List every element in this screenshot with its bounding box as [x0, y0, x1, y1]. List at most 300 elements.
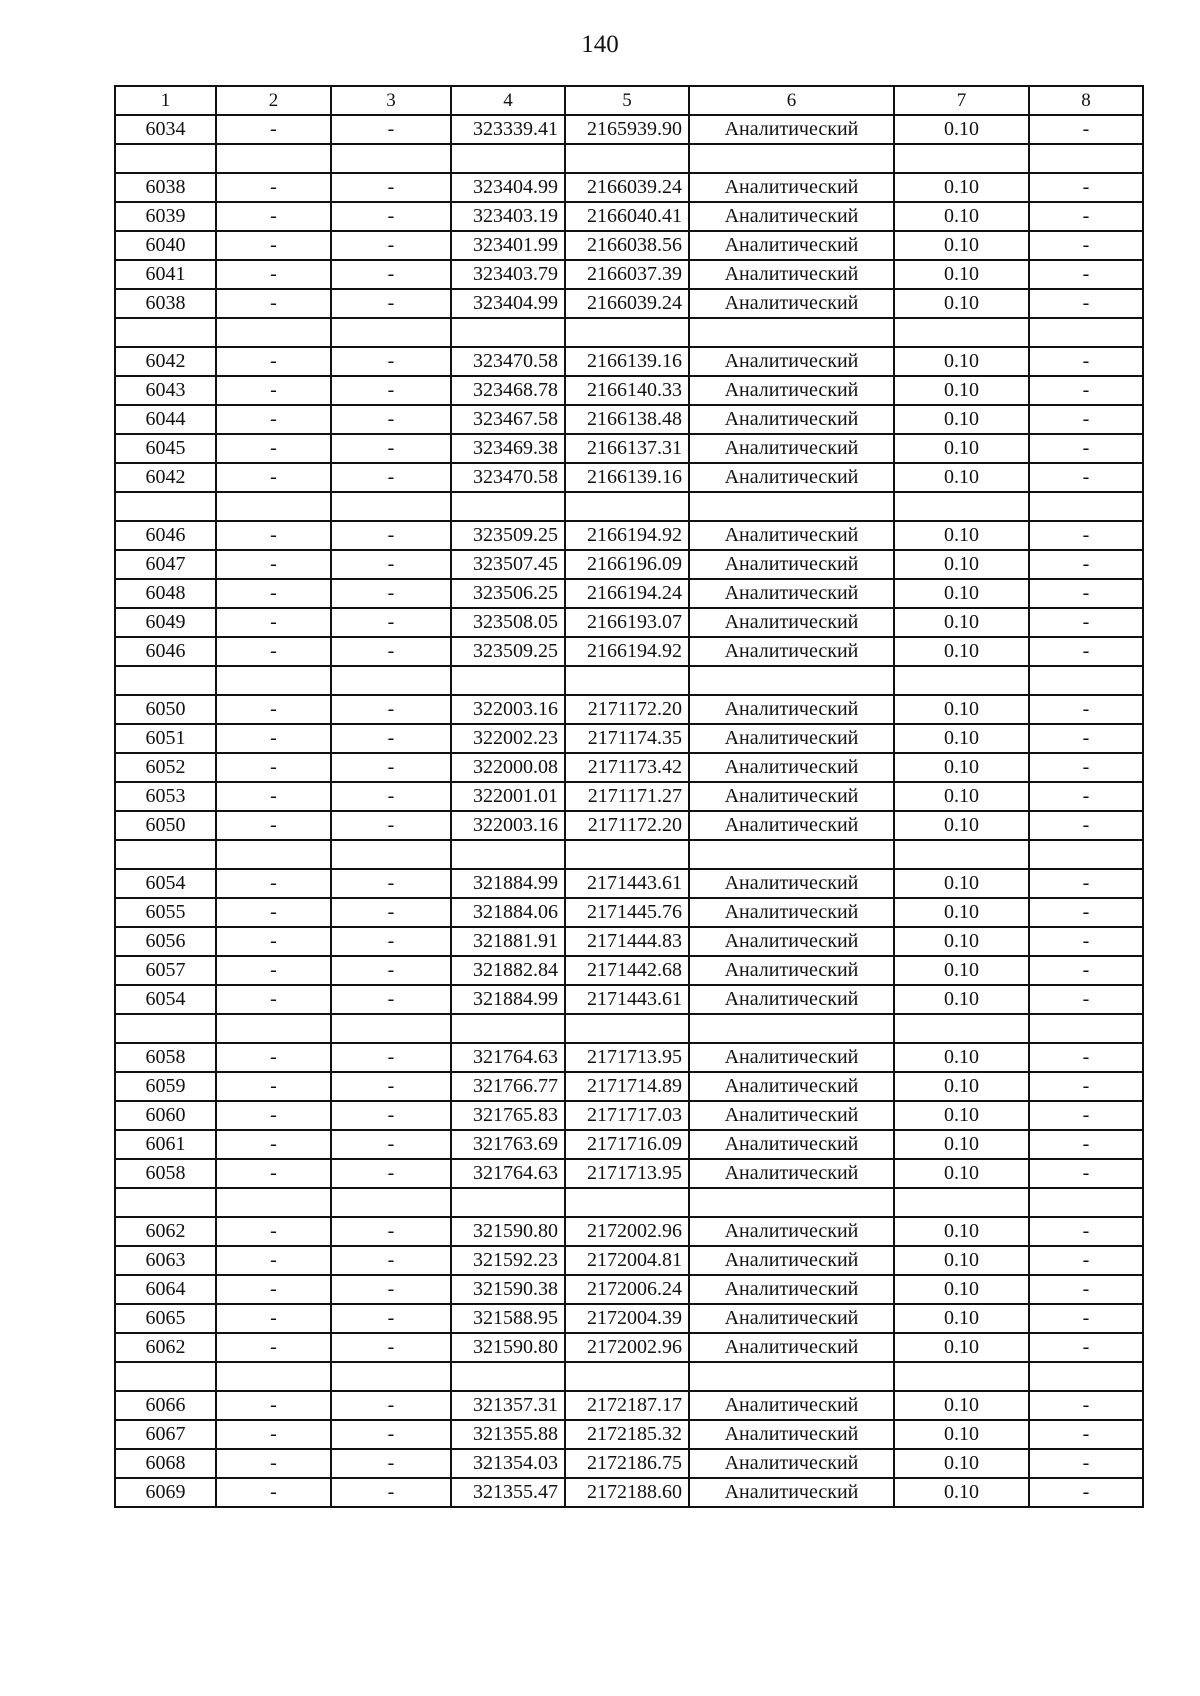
method-cell: Аналитический: [689, 927, 894, 956]
x-coordinate-cell: [451, 492, 565, 521]
y-coordinate-cell: 2172185.32: [565, 1420, 689, 1449]
accuracy-cell: 0.10: [894, 289, 1029, 318]
point-number-cell: [115, 1362, 216, 1391]
col8-cell: -: [1029, 1275, 1143, 1304]
col2-cell: -: [216, 1420, 331, 1449]
x-coordinate-cell: 323468.78: [451, 376, 565, 405]
x-coordinate-cell: [451, 1014, 565, 1043]
x-coordinate-cell: 321355.88: [451, 1420, 565, 1449]
col8-cell: -: [1029, 1246, 1143, 1275]
y-coordinate-cell: 2172186.75: [565, 1449, 689, 1478]
table-row: [115, 1420, 1143, 1449]
x-coordinate-cell: [451, 318, 565, 347]
x-coordinate-cell: 323403.19: [451, 202, 565, 231]
col3-cell: -: [331, 753, 451, 782]
x-coordinate-cell: 321592.23: [451, 1246, 565, 1275]
x-coordinate-cell: [451, 840, 565, 869]
table-separator-row: [115, 1014, 1143, 1043]
accuracy-cell: 0.10: [894, 405, 1029, 434]
table-row: [115, 463, 1143, 492]
accuracy-cell: 0.10: [894, 956, 1029, 985]
accuracy-cell: 0.10: [894, 898, 1029, 927]
col3-cell: -: [331, 1217, 451, 1246]
point-number-cell: 6054: [115, 869, 216, 898]
method-cell: Аналитический: [689, 434, 894, 463]
point-number-cell: 6057: [115, 956, 216, 985]
y-coordinate-cell: 2172188.60: [565, 1478, 689, 1507]
point-number-cell: 6068: [115, 1449, 216, 1478]
y-coordinate-cell: [565, 840, 689, 869]
point-number-cell: [115, 144, 216, 173]
table-row: [115, 347, 1143, 376]
col2-cell: -: [216, 1478, 331, 1507]
x-coordinate-cell: 321590.80: [451, 1217, 565, 1246]
method-cell: Аналитический: [689, 985, 894, 1014]
accuracy-cell: 0.10: [894, 1043, 1029, 1072]
point-number-cell: 6048: [115, 579, 216, 608]
accuracy-cell: [894, 840, 1029, 869]
point-number-cell: 6050: [115, 695, 216, 724]
col2-cell: -: [216, 753, 331, 782]
col3-cell: -: [331, 376, 451, 405]
col8-cell: -: [1029, 753, 1143, 782]
point-number-cell: [115, 840, 216, 869]
col8-cell: -: [1029, 1391, 1143, 1420]
x-coordinate-cell: 321766.77: [451, 1072, 565, 1101]
y-coordinate-cell: 2166137.31: [565, 434, 689, 463]
table-row: [115, 724, 1143, 753]
accuracy-cell: [894, 1362, 1029, 1391]
page-number: 140: [581, 31, 619, 58]
x-coordinate-cell: 321884.99: [451, 985, 565, 1014]
accuracy-cell: 0.10: [894, 782, 1029, 811]
col2-cell: -: [216, 1449, 331, 1478]
col3-cell: -: [331, 608, 451, 637]
y-coordinate-cell: 2166140.33: [565, 376, 689, 405]
method-cell: Аналитический: [689, 956, 894, 985]
x-coordinate-cell: 323506.25: [451, 579, 565, 608]
point-number-cell: 6067: [115, 1420, 216, 1449]
point-number-cell: 6056: [115, 927, 216, 956]
col8-cell: -: [1029, 405, 1143, 434]
point-number-cell: [115, 492, 216, 521]
col2-cell: [216, 1014, 331, 1043]
col2-cell: -: [216, 1159, 331, 1188]
col8-cell: -: [1029, 521, 1143, 550]
method-cell: Аналитический: [689, 811, 894, 840]
col2-cell: -: [216, 1275, 331, 1304]
accuracy-cell: 0.10: [894, 260, 1029, 289]
y-coordinate-cell: 2171713.95: [565, 1159, 689, 1188]
col8-cell: -: [1029, 289, 1143, 318]
y-coordinate-cell: 2172002.96: [565, 1217, 689, 1246]
table-row: [115, 637, 1143, 666]
x-coordinate-cell: 322003.16: [451, 695, 565, 724]
y-coordinate-cell: [565, 1014, 689, 1043]
accuracy-cell: [894, 1188, 1029, 1217]
col2-cell: -: [216, 1391, 331, 1420]
accuracy-cell: 0.10: [894, 1130, 1029, 1159]
x-coordinate-cell: 323470.58: [451, 463, 565, 492]
table-separator-row: [115, 1188, 1143, 1217]
method-cell: Аналитический: [689, 724, 894, 753]
col3-cell: -: [331, 1072, 451, 1101]
col2-cell: -: [216, 985, 331, 1014]
method-cell: Аналитический: [689, 550, 894, 579]
x-coordinate-cell: 322000.08: [451, 753, 565, 782]
x-coordinate-cell: 321882.84: [451, 956, 565, 985]
col2-cell: -: [216, 1130, 331, 1159]
method-cell: Аналитический: [689, 1043, 894, 1072]
table-row: [115, 434, 1143, 463]
point-number-cell: 6063: [115, 1246, 216, 1275]
method-cell: Аналитический: [689, 1333, 894, 1362]
x-coordinate-cell: 322001.01: [451, 782, 565, 811]
col8-cell: -: [1029, 376, 1143, 405]
x-coordinate-cell: 323467.58: [451, 405, 565, 434]
table-row: [115, 579, 1143, 608]
x-coordinate-cell: 321884.06: [451, 898, 565, 927]
y-coordinate-cell: 2171171.27: [565, 782, 689, 811]
accuracy-cell: 0.10: [894, 1391, 1029, 1420]
y-coordinate-cell: 2166039.24: [565, 173, 689, 202]
method-cell: Аналитический: [689, 637, 894, 666]
col2-cell: -: [216, 202, 331, 231]
point-number-cell: 6043: [115, 376, 216, 405]
point-number-cell: 6051: [115, 724, 216, 753]
point-number-cell: 6041: [115, 260, 216, 289]
col3-cell: -: [331, 695, 451, 724]
method-cell: Аналитический: [689, 695, 894, 724]
x-coordinate-cell: [451, 1188, 565, 1217]
col3-cell: -: [331, 1130, 451, 1159]
col8-cell: -: [1029, 985, 1143, 1014]
method-cell: Аналитический: [689, 898, 894, 927]
x-coordinate-cell: 323404.99: [451, 173, 565, 202]
accuracy-cell: 0.10: [894, 376, 1029, 405]
point-number-cell: 6058: [115, 1043, 216, 1072]
point-number-cell: 6038: [115, 289, 216, 318]
col8-cell: -: [1029, 1072, 1143, 1101]
method-cell: [689, 840, 894, 869]
accuracy-cell: 0.10: [894, 115, 1029, 144]
accuracy-cell: [894, 318, 1029, 347]
point-number-cell: 6034: [115, 115, 216, 144]
col3-cell: -: [331, 782, 451, 811]
column-header: 3: [331, 86, 451, 115]
method-cell: Аналитический: [689, 1217, 894, 1246]
point-number-cell: 6038: [115, 173, 216, 202]
col8-cell: -: [1029, 695, 1143, 724]
table-separator-row: [115, 492, 1143, 521]
accuracy-cell: 0.10: [894, 1217, 1029, 1246]
accuracy-cell: 0.10: [894, 1246, 1029, 1275]
col2-cell: -: [216, 289, 331, 318]
column-header: 4: [451, 86, 565, 115]
method-cell: Аналитический: [689, 347, 894, 376]
point-number-cell: 6039: [115, 202, 216, 231]
x-coordinate-cell: 321763.69: [451, 1130, 565, 1159]
accuracy-cell: 0.10: [894, 637, 1029, 666]
col2-cell: [216, 492, 331, 521]
col8-cell: -: [1029, 1449, 1143, 1478]
method-cell: Аналитический: [689, 173, 894, 202]
point-number-cell: 6046: [115, 637, 216, 666]
y-coordinate-cell: 2166139.16: [565, 347, 689, 376]
x-coordinate-cell: 321590.80: [451, 1333, 565, 1362]
table-row: [115, 898, 1143, 927]
method-cell: Аналитический: [689, 289, 894, 318]
y-coordinate-cell: 2171445.76: [565, 898, 689, 927]
col2-cell: -: [216, 869, 331, 898]
col2-cell: -: [216, 1217, 331, 1246]
point-number-cell: 6065: [115, 1304, 216, 1333]
col8-cell: -: [1029, 811, 1143, 840]
y-coordinate-cell: 2166040.41: [565, 202, 689, 231]
y-coordinate-cell: 2166139.16: [565, 463, 689, 492]
col3-cell: [331, 144, 451, 173]
y-coordinate-cell: 2171716.09: [565, 1130, 689, 1159]
accuracy-cell: 0.10: [894, 231, 1029, 260]
point-number-cell: 6046: [115, 521, 216, 550]
column-header: 2: [216, 86, 331, 115]
x-coordinate-cell: [451, 144, 565, 173]
col8-cell: [1029, 1362, 1143, 1391]
col8-cell: -: [1029, 927, 1143, 956]
table-separator-row: [115, 318, 1143, 347]
col3-cell: -: [331, 898, 451, 927]
y-coordinate-cell: 2166037.39: [565, 260, 689, 289]
accuracy-cell: 0.10: [894, 695, 1029, 724]
col3-cell: [331, 840, 451, 869]
col2-cell: -: [216, 695, 331, 724]
point-number-cell: 6049: [115, 608, 216, 637]
col3-cell: [331, 318, 451, 347]
x-coordinate-cell: 323404.99: [451, 289, 565, 318]
col3-cell: -: [331, 869, 451, 898]
col3-cell: -: [331, 260, 451, 289]
method-cell: [689, 666, 894, 695]
x-coordinate-cell: 323403.79: [451, 260, 565, 289]
col3-cell: -: [331, 1449, 451, 1478]
col2-cell: -: [216, 376, 331, 405]
y-coordinate-cell: 2172006.24: [565, 1275, 689, 1304]
col3-cell: [331, 492, 451, 521]
col8-cell: -: [1029, 1478, 1143, 1507]
accuracy-cell: [894, 1014, 1029, 1043]
method-cell: Аналитический: [689, 1420, 894, 1449]
col3-cell: -: [331, 1304, 451, 1333]
y-coordinate-cell: 2171444.83: [565, 927, 689, 956]
point-number-cell: 6055: [115, 898, 216, 927]
col3-cell: -: [331, 927, 451, 956]
point-number-cell: 6061: [115, 1130, 216, 1159]
col8-cell: -: [1029, 869, 1143, 898]
x-coordinate-cell: [451, 666, 565, 695]
col3-cell: -: [331, 1246, 451, 1275]
point-number-cell: 6066: [115, 1391, 216, 1420]
col8-cell: -: [1029, 173, 1143, 202]
x-coordinate-cell: 321884.99: [451, 869, 565, 898]
table-separator-row: [115, 1362, 1143, 1391]
accuracy-cell: [894, 492, 1029, 521]
point-number-cell: 6044: [115, 405, 216, 434]
x-coordinate-cell: 321590.38: [451, 1275, 565, 1304]
accuracy-cell: 0.10: [894, 347, 1029, 376]
col2-cell: [216, 1362, 331, 1391]
col2-cell: -: [216, 260, 331, 289]
col3-cell: -: [331, 637, 451, 666]
col2-cell: -: [216, 724, 331, 753]
method-cell: Аналитический: [689, 782, 894, 811]
accuracy-cell: 0.10: [894, 608, 1029, 637]
col2-cell: [216, 144, 331, 173]
y-coordinate-cell: 2171443.61: [565, 869, 689, 898]
point-number-cell: [115, 318, 216, 347]
x-coordinate-cell: [451, 1362, 565, 1391]
col8-cell: -: [1029, 608, 1143, 637]
point-number-cell: 6047: [115, 550, 216, 579]
y-coordinate-cell: [565, 666, 689, 695]
table-row: [115, 956, 1143, 985]
x-coordinate-cell: 322002.23: [451, 724, 565, 753]
method-cell: [689, 492, 894, 521]
col8-cell: -: [1029, 956, 1143, 985]
point-number-cell: 6054: [115, 985, 216, 1014]
accuracy-cell: 0.10: [894, 927, 1029, 956]
x-coordinate-cell: 323508.05: [451, 608, 565, 637]
col3-cell: -: [331, 1159, 451, 1188]
col3-cell: -: [331, 985, 451, 1014]
x-coordinate-cell: 321764.63: [451, 1043, 565, 1072]
table-row: [115, 1101, 1143, 1130]
point-number-cell: [115, 1014, 216, 1043]
col2-cell: -: [216, 231, 331, 260]
method-cell: Аналитический: [689, 463, 894, 492]
point-number-cell: 6045: [115, 434, 216, 463]
col8-cell: [1029, 840, 1143, 869]
method-cell: Аналитический: [689, 869, 894, 898]
col2-cell: -: [216, 608, 331, 637]
y-coordinate-cell: 2166038.56: [565, 231, 689, 260]
table-row: [115, 1043, 1143, 1072]
col8-cell: -: [1029, 1420, 1143, 1449]
y-coordinate-cell: 2172004.81: [565, 1246, 689, 1275]
y-coordinate-cell: 2171713.95: [565, 1043, 689, 1072]
method-cell: Аналитический: [689, 1101, 894, 1130]
accuracy-cell: 0.10: [894, 1072, 1029, 1101]
col3-cell: -: [331, 550, 451, 579]
method-cell: [689, 144, 894, 173]
x-coordinate-cell: 321357.31: [451, 1391, 565, 1420]
y-coordinate-cell: 2172002.96: [565, 1333, 689, 1362]
col3-cell: [331, 666, 451, 695]
method-cell: Аналитический: [689, 608, 894, 637]
col8-cell: -: [1029, 637, 1143, 666]
method-cell: Аналитический: [689, 521, 894, 550]
table-row: [115, 985, 1143, 1014]
table-row: [115, 1449, 1143, 1478]
point-number-cell: 6040: [115, 231, 216, 260]
col3-cell: -: [331, 1478, 451, 1507]
col2-cell: -: [216, 347, 331, 376]
col8-cell: -: [1029, 434, 1143, 463]
y-coordinate-cell: 2171717.03: [565, 1101, 689, 1130]
col8-cell: -: [1029, 1333, 1143, 1362]
y-coordinate-cell: 2171442.68: [565, 956, 689, 985]
col2-cell: -: [216, 1101, 331, 1130]
x-coordinate-cell: 323469.38: [451, 434, 565, 463]
y-coordinate-cell: 2171173.42: [565, 753, 689, 782]
column-header: 8: [1029, 86, 1143, 115]
y-coordinate-cell: 2166193.07: [565, 608, 689, 637]
accuracy-cell: 0.10: [894, 550, 1029, 579]
point-number-cell: [115, 666, 216, 695]
col3-cell: -: [331, 289, 451, 318]
col3-cell: -: [331, 231, 451, 260]
method-cell: [689, 1188, 894, 1217]
col3-cell: -: [331, 405, 451, 434]
method-cell: Аналитический: [689, 202, 894, 231]
col8-cell: -: [1029, 347, 1143, 376]
col8-cell: -: [1029, 1159, 1143, 1188]
col2-cell: -: [216, 811, 331, 840]
col3-cell: -: [331, 1420, 451, 1449]
point-number-cell: 6058: [115, 1159, 216, 1188]
y-coordinate-cell: 2171714.89: [565, 1072, 689, 1101]
col8-cell: -: [1029, 1130, 1143, 1159]
col2-cell: -: [216, 579, 331, 608]
y-coordinate-cell: 2172187.17: [565, 1391, 689, 1420]
accuracy-cell: 0.10: [894, 724, 1029, 753]
point-number-cell: 6062: [115, 1333, 216, 1362]
accuracy-cell: 0.10: [894, 1420, 1029, 1449]
accuracy-cell: 0.10: [894, 1449, 1029, 1478]
col8-cell: -: [1029, 782, 1143, 811]
table-row: [115, 927, 1143, 956]
col2-cell: -: [216, 1333, 331, 1362]
method-cell: Аналитический: [689, 1391, 894, 1420]
col8-cell: -: [1029, 115, 1143, 144]
table-row: [115, 376, 1143, 405]
method-cell: Аналитический: [689, 1246, 894, 1275]
x-coordinate-cell: 323509.25: [451, 637, 565, 666]
col8-cell: -: [1029, 260, 1143, 289]
table-row: [115, 1478, 1143, 1507]
col2-cell: -: [216, 434, 331, 463]
column-header: 1: [115, 86, 216, 115]
x-coordinate-cell: 322003.16: [451, 811, 565, 840]
col2-cell: -: [216, 782, 331, 811]
x-coordinate-cell: 321354.03: [451, 1449, 565, 1478]
col3-cell: -: [331, 1391, 451, 1420]
table-row: [115, 405, 1143, 434]
col3-cell: -: [331, 115, 451, 144]
method-cell: Аналитический: [689, 1130, 894, 1159]
col8-cell: -: [1029, 1043, 1143, 1072]
point-number-cell: [115, 1188, 216, 1217]
accuracy-cell: 0.10: [894, 1275, 1029, 1304]
y-coordinate-cell: 2171172.20: [565, 811, 689, 840]
point-number-cell: 6060: [115, 1101, 216, 1130]
y-coordinate-cell: 2166039.24: [565, 289, 689, 318]
accuracy-cell: 0.10: [894, 753, 1029, 782]
y-coordinate-cell: 2166196.09: [565, 550, 689, 579]
col8-cell: -: [1029, 898, 1143, 927]
x-coordinate-cell: 323401.99: [451, 231, 565, 260]
col3-cell: -: [331, 1333, 451, 1362]
method-cell: Аналитический: [689, 753, 894, 782]
